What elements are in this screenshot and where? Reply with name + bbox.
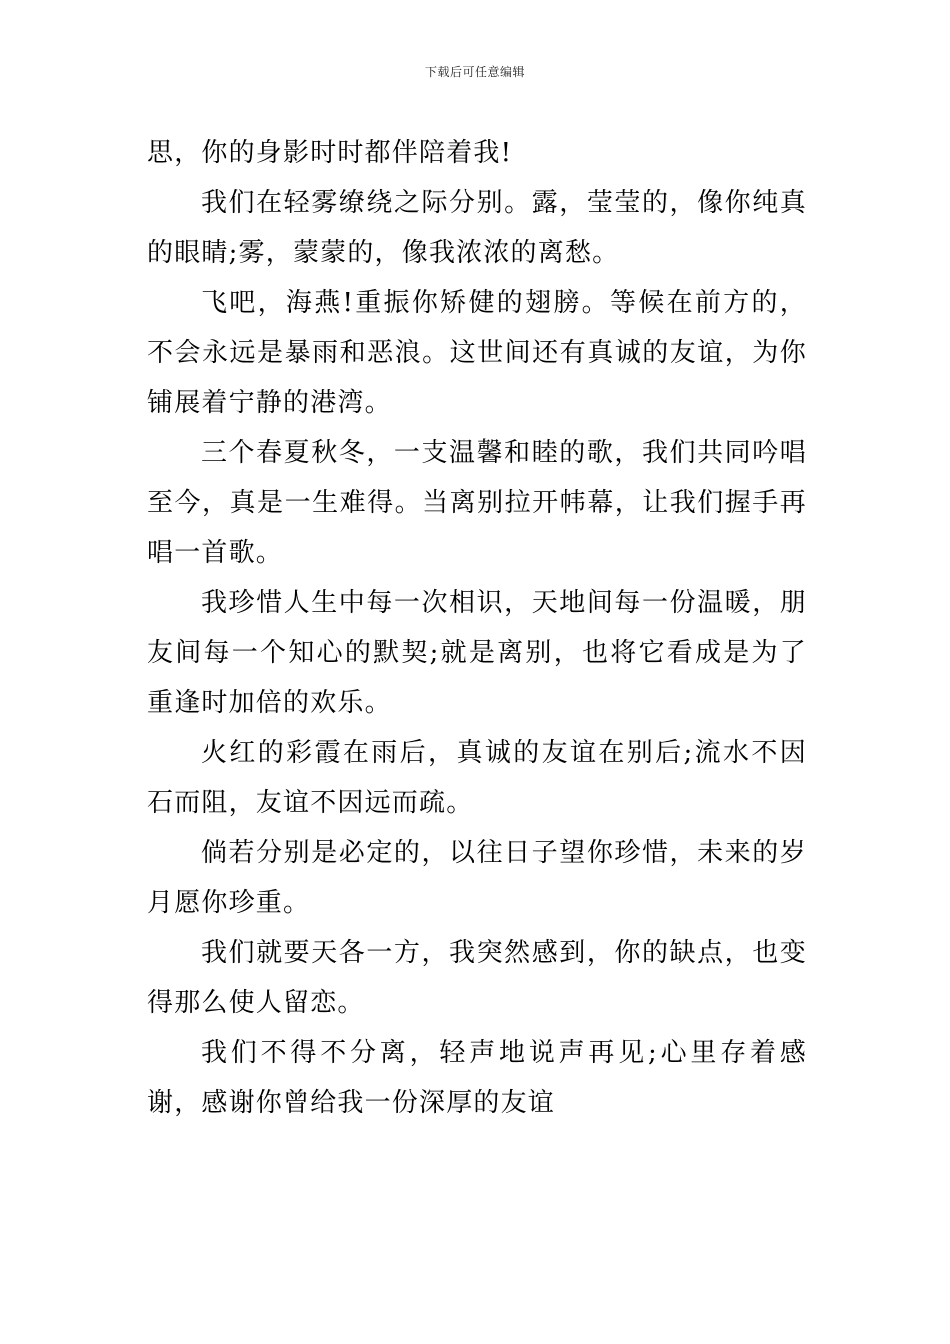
paragraph-9: 我们不得不分离，轻声地说声再见;心里存着感谢，感谢你曾给我一份深厚的友谊 [147,1038,807,1118]
paragraph-6: 火红的彩霞在雨后，真诚的友谊在别后;流水不因石而阻，友谊不因远而疏。 [147,738,807,818]
paragraph-8: 我们就要天各一方，我突然感到，你的缺点，也变得那么使人留恋。 [147,938,807,1018]
header-note: 下载后可任意编辑 [424,65,525,79]
paragraph-4: 三个春夏秋冬，一支温馨和睦的歌，我们共同吟唱至今，真是一生难得。当离别拉开帏幕，让我们握手再唱一首歌。 [147,438,807,568]
paragraph-3: 飞吧，海燕!重振你矫健的翅膀。等候在前方的，不会永远是暴雨和恶浪。这世间还有真诚的友谊，为你铺展着宁静的港湾。 [147,288,807,418]
paragraph-7: 倘若分别是必定的，以往日子望你珍惜，未来的岁月愿你珍重。 [147,838,807,918]
paragraph-5: 我珍惜人生中每一次相识，天地间每一份温暖，朋友间每一个知心的默契;就是离别，也将它看成是为了重逢时加倍的欢乐。 [147,588,807,718]
paragraph-2: 我们在轻雾缭绕之际分别。露，莹莹的，像你纯真的眼睛;雾，蒙蒙的，像我浓浓的离愁。 [147,188,807,268]
paragraph-1: 思，你的身影时时都伴陪着我! [147,138,513,168]
document-body [147,128,807,1128]
